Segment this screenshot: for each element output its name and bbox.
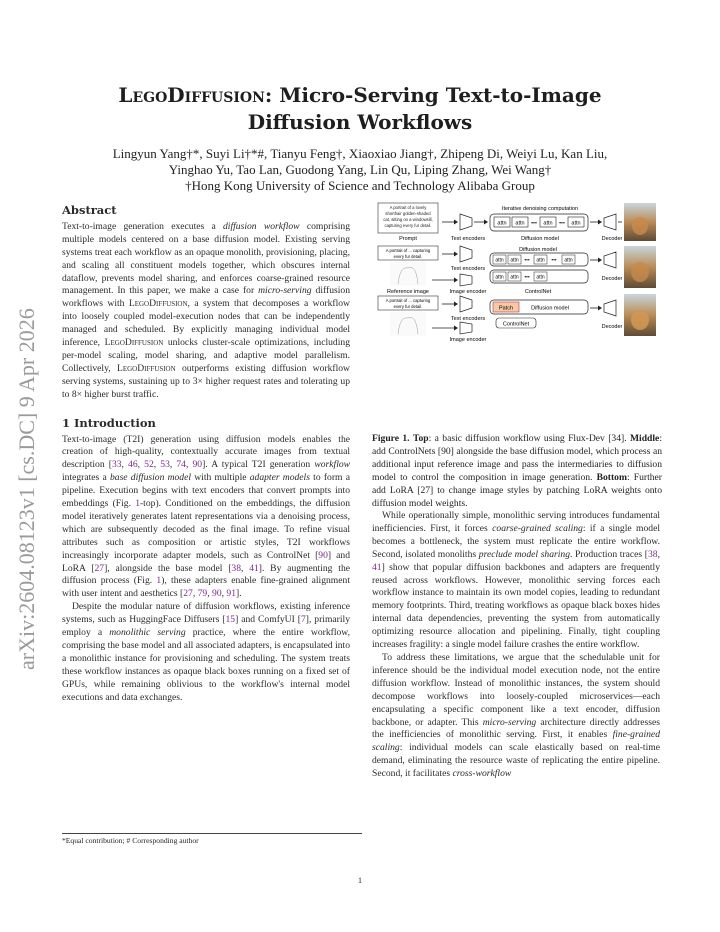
patch-label: Patch xyxy=(498,305,514,312)
intro-paragraph-3: While operationally simple, monolithic serving introduces fundamental inefficiencies. First, it forces coarse-grained scaling: if a single model becomes a bottleneck, the system must replicate the entire workflow. Second, isolated monoliths preclude model sharing. Production traces [38, 41] show that popular diffusion backbones and adapters are frequently reused across workflows. However, monolithic serving forces each workflow instance to maintain its own model copies, leading to redundant memory footprints. Third, treating workflows as opaque black boxes hides internal data dependencies, preventing the system from automatically optimizing resource allocation and pipelining. Finally, tight coupling increases fragility: a single model failure crashes the entire workflow. xyxy=(372,510,660,651)
abstract-text: Text-to-image generation executes a diffusion workflow comprising multiple models centered on a base diffusion model. Existing serving systems treat each workflow as an opaque monolith, provisioning, placing, and scaling all constituent models together, which obscures internal dataflow, prevents model sharing, and enforces coarse-grained resource management. In this paper, we make a case for micro-serving diffusion workflows with LegoDiffusion, a system that decomposes a workflow into loosely coupled model-execution nodes that can be independently managed and scheduled. By explicitly managing individual model inference, LegoDiffusion unlocks cluster-scale optimizations, including per-model scaling, model sharing, and adaptive model parallelism. Collectively, LegoDiffusion outperforms existing diffusion workflow serving systems, sustaining up to 3× higher request rates and tolerating up to 8× higher burst traffic. xyxy=(62,220,350,400)
author-block xyxy=(62,146,658,194)
page-number: 1 xyxy=(358,876,362,885)
right-column xyxy=(372,510,660,781)
authors-line-2: Yinghao Yu, Tao Lan, Guodong Yang, Lin Qu, Liping Zhang, Wei Wang† xyxy=(168,162,552,177)
figure-caption: Figure 1. Top: a basic diffusion workflow using Flux-Dev [34]. Middle: add ControlNets [90] alongside the base diffusion model, which process an additional input reference image and pass the intermediaries to diffusion model to control the composition in image generation. Bottom: Further add LoRA [27] to change image styles by patching LoRA weights onto diffusion model weights. xyxy=(372,433,663,509)
svg-text:attn: attn xyxy=(510,274,519,281)
svg-text:•••: ••• xyxy=(551,257,557,264)
svg-text:attn: attn xyxy=(564,257,573,264)
svg-text:Text encoders: Text encoders xyxy=(450,266,486,272)
figure-1 xyxy=(372,200,662,432)
svg-text:every fur detail.: every fur detail. xyxy=(393,254,423,259)
left-column xyxy=(62,204,350,705)
svg-text:attn: attn xyxy=(515,220,525,227)
paper-title xyxy=(62,82,658,136)
svg-text:Decoder: Decoder xyxy=(601,324,623,330)
svg-text:attn: attn xyxy=(497,220,507,227)
diffusion-model-label: Diffusion model xyxy=(521,236,559,242)
prompt-text-1: A portrait of a lovely xyxy=(389,205,427,210)
svg-text:attn: attn xyxy=(510,257,519,264)
title-line-2: Diffusion Workflows xyxy=(247,110,473,134)
reference-image-label: Reference image xyxy=(387,289,429,295)
svg-text:attn: attn xyxy=(543,220,553,227)
intro-heading: 1 Introduction xyxy=(62,415,156,430)
system-name: LegoDiffusion xyxy=(118,83,265,107)
svg-text:Image encoder: Image encoder xyxy=(449,337,487,343)
svg-text:attn: attn xyxy=(495,274,504,281)
image-encoder-label: Image encoder xyxy=(449,289,487,295)
decoder-label: Decoder xyxy=(601,236,623,242)
arxiv-stamp-text: arXiv:2604.08123v1 [cs.DC] 9 Apr 2026 xyxy=(14,308,39,670)
svg-text:Text encoders: Text encoders xyxy=(450,316,486,322)
affiliations: †Hong Kong University of Science and Technology Alibaba Group xyxy=(185,178,535,193)
authors-line-1: Lingyun Yang†*, Suyi Li†*#, Tianyu Feng†, Xiaoxiao Jiang†, Zhipeng Di, Weiyi Lu, Kan Liu, xyxy=(112,146,608,161)
intro-paragraph-2: Despite the modular nature of diffusion workflows, existing inference systems, such as HuggingFace Diffusers [15] and ComfyUI [7], primarily employ a monolithic serving practice, where the entire workflow, comprising the base model and all associated adapters, is encapsulated into a monolithic instance for provisioning and scheduling. The system treats these workflow instances as opaque black boxes running on a fixed set of GPUs, while remaining oblivious to the workflow's internal model executions and data exchanges. xyxy=(62,601,350,703)
footnote: *Equal contribution; # Corresponding author xyxy=(62,833,362,845)
abstract-heading: Abstract xyxy=(62,203,117,217)
svg-text:A portrait of ... capturing: A portrait of ... capturing xyxy=(385,298,431,303)
arxiv-stamp xyxy=(4,250,44,690)
svg-text:Diffusion model: Diffusion model xyxy=(531,305,569,312)
title-line-1: LegoDiffusion: Micro-Serving Text-to-Image xyxy=(118,83,602,107)
figure-row-bottom xyxy=(378,294,656,343)
svg-text:A portrait of ... capturing: A portrait of ... capturing xyxy=(385,248,431,253)
text-encoders-label: Text encoders xyxy=(450,236,486,242)
svg-text:attn: attn xyxy=(571,220,581,227)
iterative-label: Iterative denoising computation xyxy=(501,206,579,212)
svg-text:Diffusion model: Diffusion model xyxy=(519,247,557,253)
intro-paragraph-1: Text-to-image (T2I) generation using diffusion models enables the creation of high-quality, contextually accurate images from textual description [33, 46, 52, 53, 74, 90]. A typical T2I generation workflow integrates a base diffusion model with multiple adapter models to form a pipeline. Execution begins with text encoders that convert prompts into embeddings (Fig. 1-top). Conditioned on the embeddings, the diffusion model iteratively generates latent representations via a denoising process, which are subsequently decoded as the final image. To refine visual attributes such as composition or artistic styles, T2I workflows increasingly incorporate adapter models, such as ControlNet [90] and LoRA [27], alongside the base model [38, 41]. By augmenting the diffusion process (Fig. 1), these adapters enable fine-grained alignment with user intent and aesthetics [27, 79, 90, 91]. xyxy=(62,433,351,600)
svg-text:attn: attn xyxy=(536,274,545,281)
svg-text:attn: attn xyxy=(536,257,545,264)
decoder-shape xyxy=(604,214,616,230)
intro-paragraph-4: To address these limitations, we argue that the schedulable unit for inference should be the individual model execution node, not the entire diffusion workflow. Instead of monolithic instances, the system should decompose workflows into loosely-coupled microservices—each encapsulating a specific component like a text encoder, diffusion backbone, or adapter. This micro-serving architecture directly addresses the inefficiencies of monolithic serving. First, it enables fine-grained scaling: individual models can scale elastically based on real-time demand, eliminating the resource waste of replicating the entire pipeline. Second, it facilitates cross-workflow xyxy=(372,651,660,780)
text-encoder-shape xyxy=(460,214,472,230)
figure-row-middle xyxy=(378,246,656,295)
svg-text:every fur detail.: every fur detail. xyxy=(393,304,423,309)
svg-text:attn: attn xyxy=(495,257,504,264)
prompt-text-4: capturing every fur detail. xyxy=(384,223,432,228)
svg-text:•••: ••• xyxy=(559,220,565,227)
prompt-label: Prompt xyxy=(399,236,417,242)
svg-text:•••: ••• xyxy=(531,220,537,227)
svg-text:•••: ••• xyxy=(524,274,530,281)
svg-text:Decoder: Decoder xyxy=(601,276,623,282)
reference-image xyxy=(390,262,426,286)
svg-text:•••: ••• xyxy=(524,257,530,264)
svg-text:ControlNet: ControlNet xyxy=(502,321,530,328)
prompt-text-3: cat, sitting on a windowsill, xyxy=(383,217,433,222)
figure-row-top xyxy=(378,203,656,242)
controlnet-label: ControlNet xyxy=(524,289,552,295)
prompt-text-2: shorthair golden-shaded xyxy=(385,211,431,216)
